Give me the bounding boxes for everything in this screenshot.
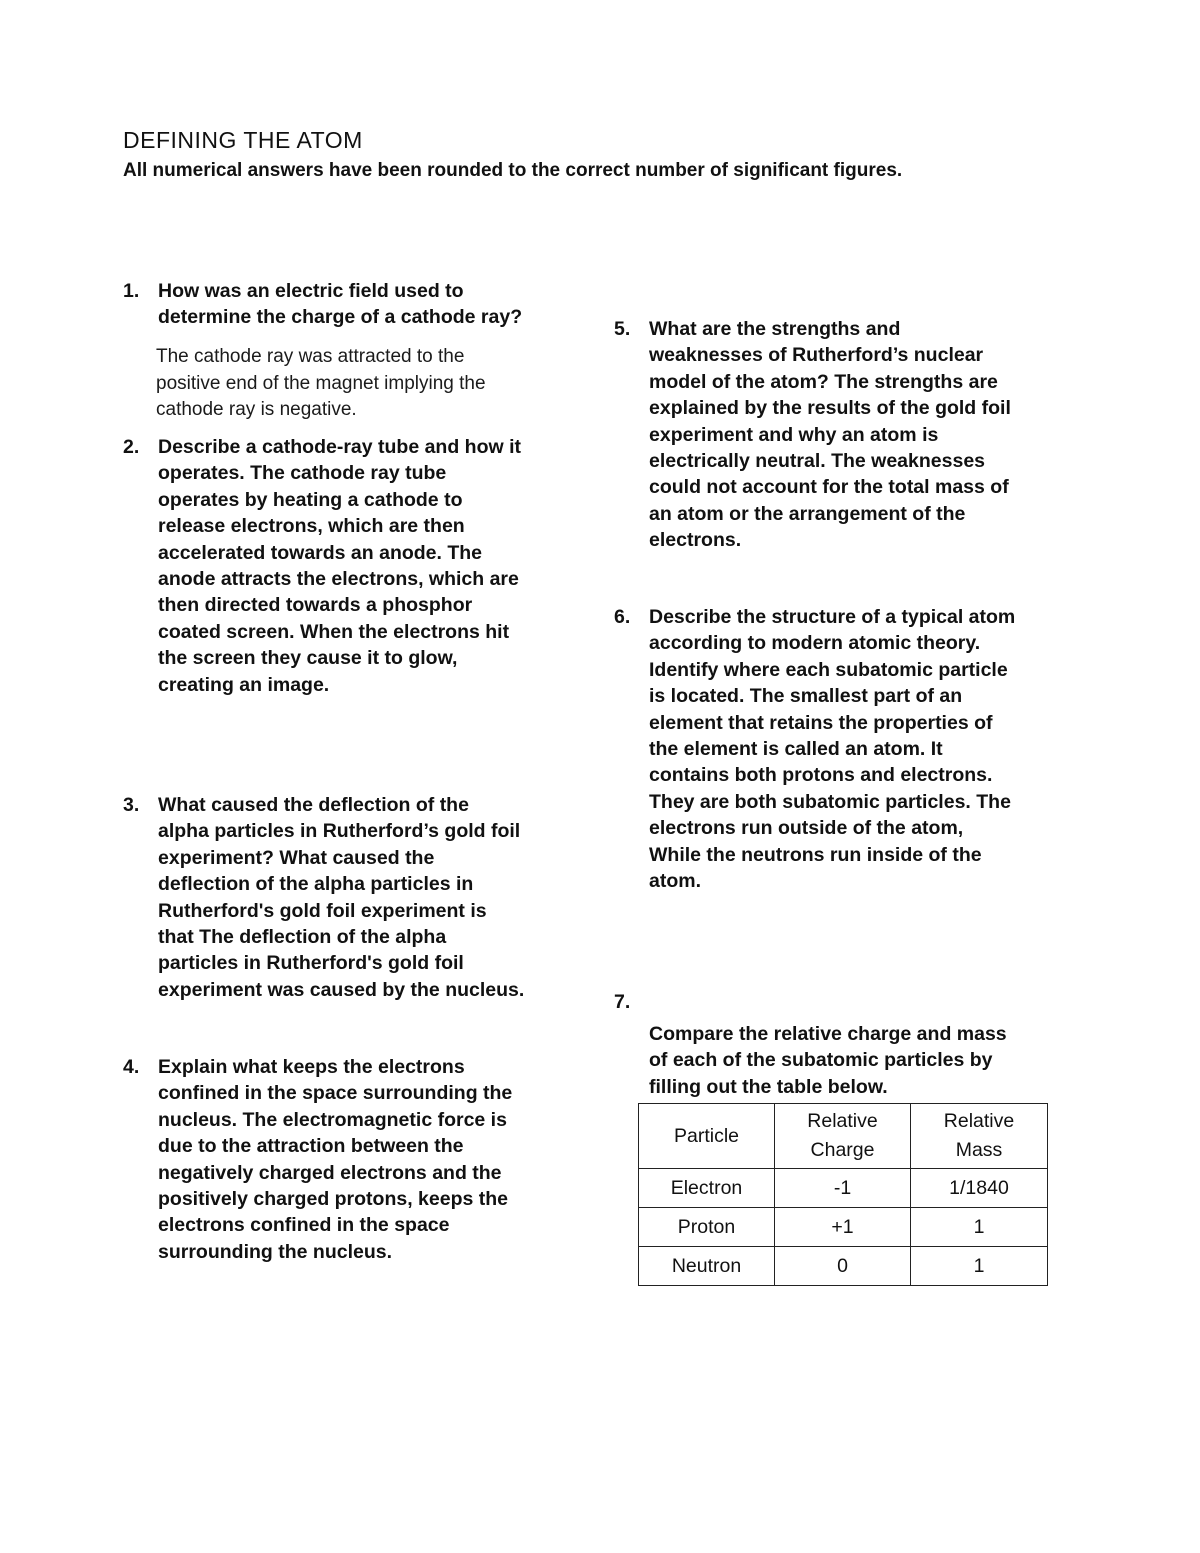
question-line: electrons run outside of the atom, <box>649 817 964 840</box>
answer-line: The cathode ray was attracted to the <box>156 346 465 367</box>
question-line: Identify where each subatomic particle <box>649 658 1008 681</box>
question-line: electrically neutral. The weaknesses <box>649 450 986 473</box>
question-line: accelerated towards an anode. The <box>158 541 483 564</box>
question-line: the screen they cause it to glow, <box>158 647 458 670</box>
question-number: 1. <box>123 280 140 302</box>
question-line: contains both protons and electrons. <box>649 764 993 787</box>
question-line: surrounding the nucleus. <box>158 1240 393 1263</box>
question-line: How was an electric field used to <box>158 280 464 302</box>
table-cell: -1 <box>775 1169 911 1208</box>
question-line: element that retains the properties of <box>649 711 993 734</box>
question-line: filling out the table below. <box>649 1075 888 1098</box>
table-cell: 1 <box>911 1208 1048 1247</box>
question-line: that The deflection of the alpha <box>158 926 447 949</box>
question-number: 4. <box>123 1056 140 1078</box>
question-7-number: 7. <box>614 991 631 1013</box>
question-line: positively charged protons, keeps the <box>158 1188 509 1211</box>
question-line: anode attracts the electrons, which are <box>158 568 519 591</box>
table-cell: 0 <box>775 1247 911 1286</box>
question-line: alpha particles in Rutherford’s gold foil <box>158 820 521 843</box>
question-line: operates. The cathode ray tube <box>158 462 447 485</box>
table-row <box>639 1169 1048 1208</box>
question-line: release electrons, which are then <box>158 515 465 538</box>
table-cell: Proton <box>639 1208 775 1247</box>
header-relative-charge <box>775 1104 911 1169</box>
question-line: negatively charged electrons and the <box>158 1161 502 1184</box>
header-text: Charge <box>810 1139 875 1161</box>
question-line: experiment? What caused the <box>158 846 435 869</box>
header-text: Particle <box>673 1124 740 1147</box>
question-line: operates by heating a cathode to <box>158 488 463 511</box>
question-number: 2. <box>123 436 140 458</box>
question-line: determine the charge of a cathode ray? <box>158 306 523 329</box>
table-cell: 1/1840 <box>911 1169 1048 1208</box>
table-row <box>639 1247 1048 1286</box>
question-line: an atom or the arrangement of the <box>649 502 966 525</box>
question-line: What are the strengths and <box>649 318 901 340</box>
header-text: Mass <box>955 1139 1003 1161</box>
question-number: 6. <box>614 606 631 628</box>
question-text <box>158 792 524 1003</box>
question-line: electrons confined in the space <box>158 1214 450 1237</box>
table-row <box>639 1208 1048 1247</box>
question-line: nucleus. The electromagnetic force is <box>158 1108 507 1131</box>
question-line: the element is called an atom. It <box>649 738 943 761</box>
question-line: confined in the space surrounding the <box>158 1082 513 1105</box>
question-line: Describe the structure of a typical atom <box>649 606 1016 628</box>
question-text <box>649 604 1015 894</box>
question-text <box>158 434 521 698</box>
question-line: What caused the deflection of the <box>158 794 469 816</box>
question-line: is located. The smallest part of an <box>649 685 963 708</box>
particle-table <box>638 1103 1048 1286</box>
answer-line: cathode ray is negative. <box>156 399 357 420</box>
question-text <box>649 316 1011 554</box>
question-line: deflection of the alpha particles in <box>158 873 474 896</box>
question-text <box>158 278 522 331</box>
question-text <box>158 1054 512 1265</box>
question-line: of each of the subatomic particles by <box>649 1049 993 1072</box>
question-line: due to the attraction between the <box>158 1135 464 1158</box>
question-line: Compare the relative charge and mass <box>649 1023 1007 1045</box>
page-title: DEFINING THE ATOM <box>123 127 363 153</box>
question-line: Explain what keeps the electrons <box>158 1056 465 1078</box>
question-line: particles in Rutherford's gold foil <box>158 952 464 975</box>
question-line: could not account for the total mass of <box>649 476 1009 499</box>
question-line: model of the atom? The strengths are <box>649 370 998 393</box>
question-line: atom. <box>649 870 702 893</box>
question-line: weaknesses of Rutherford’s nuclear <box>649 344 984 367</box>
question-number: 3. <box>123 794 140 816</box>
table-cell: +1 <box>775 1208 911 1247</box>
question-line: creating an image. <box>158 673 330 696</box>
answer-line: positive end of the magnet implying the <box>156 372 486 394</box>
question-line: experiment and why an atom is <box>649 423 939 446</box>
header-particle <box>639 1104 775 1169</box>
question-line: Rutherford's gold foil experiment is <box>158 899 487 922</box>
header-text: Relative <box>807 1110 878 1132</box>
table-cell: Neutron <box>639 1247 775 1286</box>
table-cell: 1 <box>911 1247 1048 1286</box>
header-relative-mass <box>911 1104 1048 1169</box>
page-subtitle: All numerical answers have been rounded to the correct number of significant figures. <box>123 160 903 181</box>
question-line: according to modern atomic theory. <box>649 632 981 655</box>
question-number: 5. <box>614 318 631 340</box>
question-line: Describe a cathode-ray tube and how it <box>158 436 521 458</box>
question-line: They are both subatomic particles. The <box>649 790 1011 813</box>
question-line: explained by the results of the gold foil <box>649 397 1011 420</box>
header-text: Relative <box>943 1110 1015 1132</box>
table-cell: Electron <box>639 1169 775 1208</box>
answer-1 <box>156 344 486 424</box>
question-line: While the neutrons run inside of the <box>649 843 982 866</box>
table-header-row <box>639 1104 1048 1169</box>
question-line: then directed towards a phosphor <box>158 594 473 617</box>
question-line: coated screen. When the electrons hit <box>158 620 510 643</box>
question-line: electrons. <box>649 529 742 552</box>
question-line: experiment was caused by the nucleus. <box>158 978 525 1001</box>
question-7 <box>649 1021 1007 1100</box>
